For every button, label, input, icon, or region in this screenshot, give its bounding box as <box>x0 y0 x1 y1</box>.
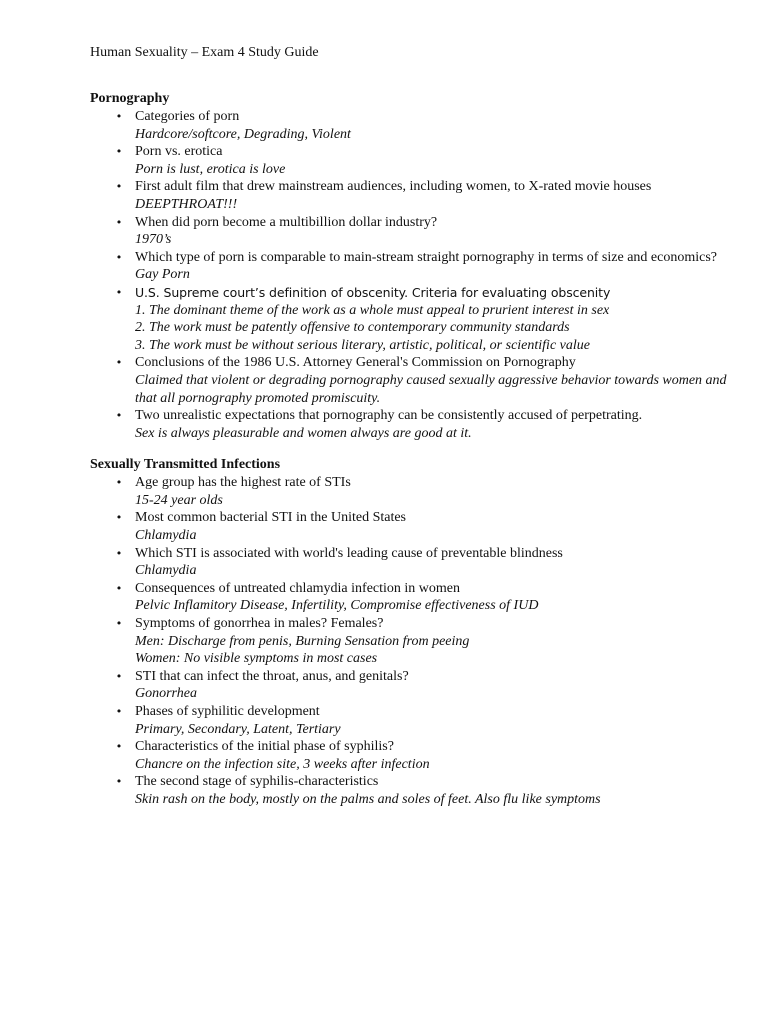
list-item <box>90 738 730 773</box>
answer-text: Chlamydia <box>135 563 197 579</box>
answer-text: 1. The dominant theme of the work as a whole must appeal to prurient interest in sex <box>135 302 610 318</box>
section-heading: Pornography <box>90 91 170 106</box>
list-item <box>90 354 730 407</box>
question-list <box>90 108 730 442</box>
answer-text: 3. The work must be without serious literary, artistic, political, or scientific value <box>135 337 590 353</box>
bullet-icon: • <box>115 581 123 595</box>
list-item <box>90 580 730 615</box>
bullet-icon: • <box>115 180 123 194</box>
bullet-icon: • <box>115 145 123 159</box>
answer-text: 15-24 year olds <box>135 492 223 508</box>
list-item <box>90 615 730 668</box>
question-text: Consequences of untreated chlamydia infection in women <box>135 580 461 596</box>
answer-text: Pelvic Inflamitory Disease, Infertility, Compromise effectiveness of IUD <box>135 598 539 614</box>
section-heading: Sexually Transmitted Infections <box>90 457 281 473</box>
answer-text: Men: Discharge from penis, Burning Sensation from peeing <box>135 633 470 649</box>
answer-text: Porn is lust, erotica is love <box>135 161 286 177</box>
answer-text: Women: No visible symptoms in most cases <box>135 651 378 667</box>
answer-text: Claimed that violent or degrading pornography caused sexually aggressive behavior towards women and that all pornography promoted promiscuity. <box>135 372 727 406</box>
bullet-icon: • <box>115 705 123 718</box>
answer-text: 2. The work must be patently offensive to contemporary community standards <box>135 320 570 336</box>
bullet-icon: • <box>115 617 123 631</box>
bullet-icon: • <box>115 669 123 683</box>
study-guide-page <box>90 44 730 809</box>
question-text: Characteristics of the initial phase of syphilis? <box>135 739 394 755</box>
question-text: U.S. Supreme court’s definition of obscenity. Criteria for evaluating obscenity <box>135 284 611 300</box>
bullet-icon: • <box>115 110 123 123</box>
list-item <box>90 703 730 738</box>
document-title: Human Sexuality – Exam 4 Study Guide <box>90 45 319 60</box>
question-text: Symptoms of gonorrhea in males? Females? <box>135 616 384 632</box>
question-text: Most common bacterial STI in the United States <box>135 510 407 526</box>
list-item <box>90 545 730 580</box>
answer-text: Sex is always pleasurable and women always are good at it. <box>135 425 472 441</box>
question-text: STI that can infect the throat, anus, and genitals? <box>135 668 409 684</box>
list-item <box>90 214 730 249</box>
list-item <box>90 668 730 703</box>
question-text: The second stage of syphilis-characteristics <box>135 774 379 790</box>
answer-text: Primary, Secondary, Latent, Tertiary <box>135 721 341 737</box>
bullet-icon: • <box>115 511 123 525</box>
question-text: Age group has the highest rate of STIs <box>135 475 351 491</box>
list-item <box>90 249 730 284</box>
bullet-icon: • <box>115 409 123 423</box>
question-text: Two unrealistic expectations that pornography can be consistently accused of perpetrating. <box>135 408 643 424</box>
question-text: Which type of porn is comparable to main-stream straight pornography in terms of size and economics? <box>135 249 717 265</box>
answer-text: Gay Porn <box>135 267 190 283</box>
question-text: First adult film that drew mainstream audiences, including women, to X-rated movie houses <box>135 179 652 195</box>
answer-text: Chancre on the infection site, 3 weeks after infection <box>135 756 430 772</box>
list-item <box>90 474 730 509</box>
question-text: Conclusions of the 1986 U.S. Attorney General's Commission on Pornography <box>135 355 576 371</box>
answer-text: Skin rash on the body, mostly on the palms and soles of feet. Also flu like symptoms <box>135 791 601 807</box>
answer-text: Hardcore/softcore, Degrading, Violent <box>135 126 351 142</box>
section-pornography <box>90 90 730 442</box>
list-item <box>90 284 730 354</box>
list-item <box>90 178 730 213</box>
list-item <box>90 509 730 544</box>
question-text: Which STI is associated with world's leading cause of preventable blindness <box>135 545 563 561</box>
bullet-icon: • <box>115 740 123 754</box>
answer-text: DEEPTHROAT!!! <box>135 196 238 212</box>
question-text: When did porn become a multibillion dollar industry? <box>135 214 438 230</box>
list-item <box>90 773 730 808</box>
question-text: Categories of porn <box>135 109 240 124</box>
answer-text: Chlamydia <box>135 528 197 544</box>
bullet-icon: • <box>115 285 123 299</box>
answer-text: 1970’s <box>135 232 172 248</box>
list-item <box>90 108 730 143</box>
answer-text: Gonorrhea <box>135 686 197 702</box>
list-item <box>90 143 730 178</box>
bullet-icon: • <box>115 546 123 560</box>
question-list <box>90 474 730 808</box>
question-text: Porn vs. erotica <box>135 144 223 160</box>
bullet-icon: • <box>115 476 123 490</box>
bullet-icon: • <box>115 250 123 264</box>
list-item <box>90 407 730 442</box>
bullet-icon: • <box>115 775 123 789</box>
question-text: Phases of syphilitic development <box>135 704 320 719</box>
section-sexually-transmitted-infections <box>90 456 730 808</box>
bullet-icon: • <box>115 356 123 370</box>
bullet-icon: • <box>115 215 123 229</box>
